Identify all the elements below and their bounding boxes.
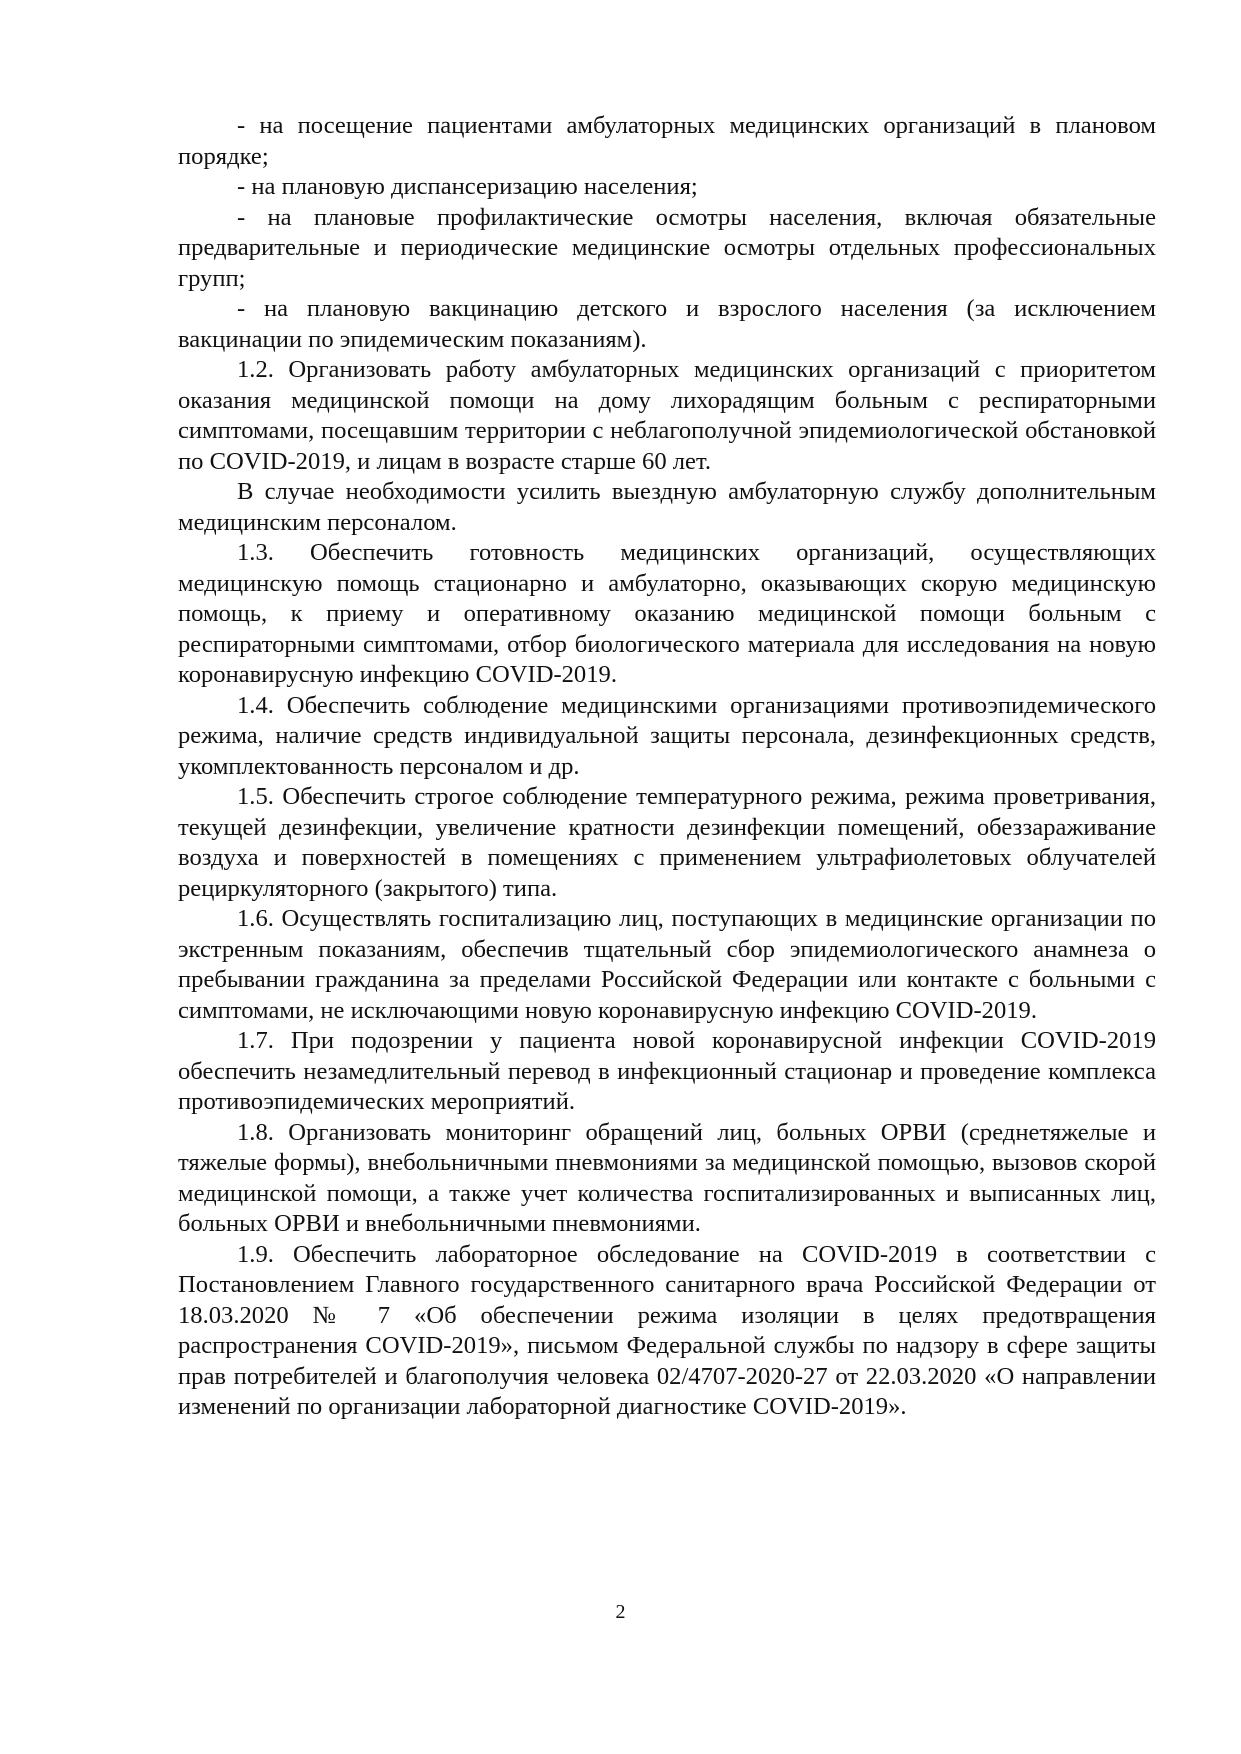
paragraph: - на плановые профилактические осмотры населения, включая обязательные предварительные и периодические медицинские осмотры отдельных профессиональных групп; — [178, 203, 1156, 292]
paragraph: 1.6. Осуществлять госпитализацию лиц, поступающих в медицинские организации по экстренным показаниям, обеспечив тщательный сбор эпидемиологического анамнеза о пребывании гражданина за пределами Российской Федерации или контакте с больными с симптомами, не исключающими новую коронавирусную инфекцию COVID-2019. — [178, 905, 1156, 1024]
paragraph: 1.3. Обеспечить готовность медицинских организаций, осуществляющих медицинскую помощь стационарно и амбулаторно, оказывающих скорую медицинскую помощь, к приему и оперативному оказанию медицинской помощи больным с респираторными симптомами, отбор биологического материала для исследования на новую коронавирусную инфекцию COVID-2019. — [178, 539, 1156, 688]
paragraph: 1.2. Организовать работу амбулаторных медицинских организаций с приоритетом оказания медицинской помощи на дому лихорадящим больным с респираторными симптомами, посещавшим территории с неблагополучной эпидемиологической обстановкой по COVID-2019, и лицам в возрасте старше 60 лет. — [178, 356, 1156, 475]
paragraph: 1.7. При подозрении у пациента новой коронавирусной инфекции COVID-2019 обеспечить незамедлительный перевод в инфекционный стационар и проведение комплекса противоэпидемических мероприятий. — [178, 1027, 1156, 1115]
paragraph: - на посещение пациентами амбулаторных медицинских организаций в плановом порядке; — [178, 112, 1156, 170]
paragraph: 1.5. Обеспечить строгое соблюдение температурного режима, режима проветривания, текущей дезинфекции, увеличение кратности дезинфекции помещений, обеззараживание воздуха и поверхностей в помещениях с применением ультрафиолетовых облучателей рециркуляторного (закрытого) типа. — [178, 783, 1156, 902]
paragraph: 1.4. Обеспечить соблюдение медицинскими организациями противоэпидемического режима, наличие средств индивидуальной защиты персонала, дезинфекционных средств, укомплектованность персоналом и др. — [178, 691, 1156, 780]
paragraph: 1.8. Организовать мониторинг обращений лиц, больных ОРВИ (среднетяжелые и тяжелые формы), внебольничными пневмониями за медицинской помощью, вызовов скорой медицинской помощи, а также учет количества госпитализированных и выписанных лиц, больных ОРВИ и внебольничными пневмониями. — [178, 1118, 1156, 1237]
paragraph: - на плановую вакцинацию детского и взрослого населения (за исключением вакцинации по эпидемическим показаниям). — [178, 295, 1156, 353]
document-body — [178, 111, 1156, 1423]
page-number: 2 — [615, 1601, 626, 1623]
paragraph: - на плановую диспансеризацию населения; — [237, 173, 698, 200]
paragraph: 1.9. Обеспечить лабораторное обследование на COVID-2019 в соответствии с Постановлением Главного государственного санитарного врача Российской Федерации от 18.03.2020 № 7 «Об обеспечении режима изоляции в целях предотвращения распространения COVID-2019», письмом Федеральной службы по надзору в сфере защиты прав потребителей и благополучия человека 02/4707-2020-27 от 22.03.2020 «О направлении изменений по организации лабораторной диагностике COVID-2019». — [178, 1240, 1156, 1420]
paragraph: В случае необходимости усилить выездную амбулаторную службу дополнительным медицинским персоналом. — [178, 478, 1156, 536]
